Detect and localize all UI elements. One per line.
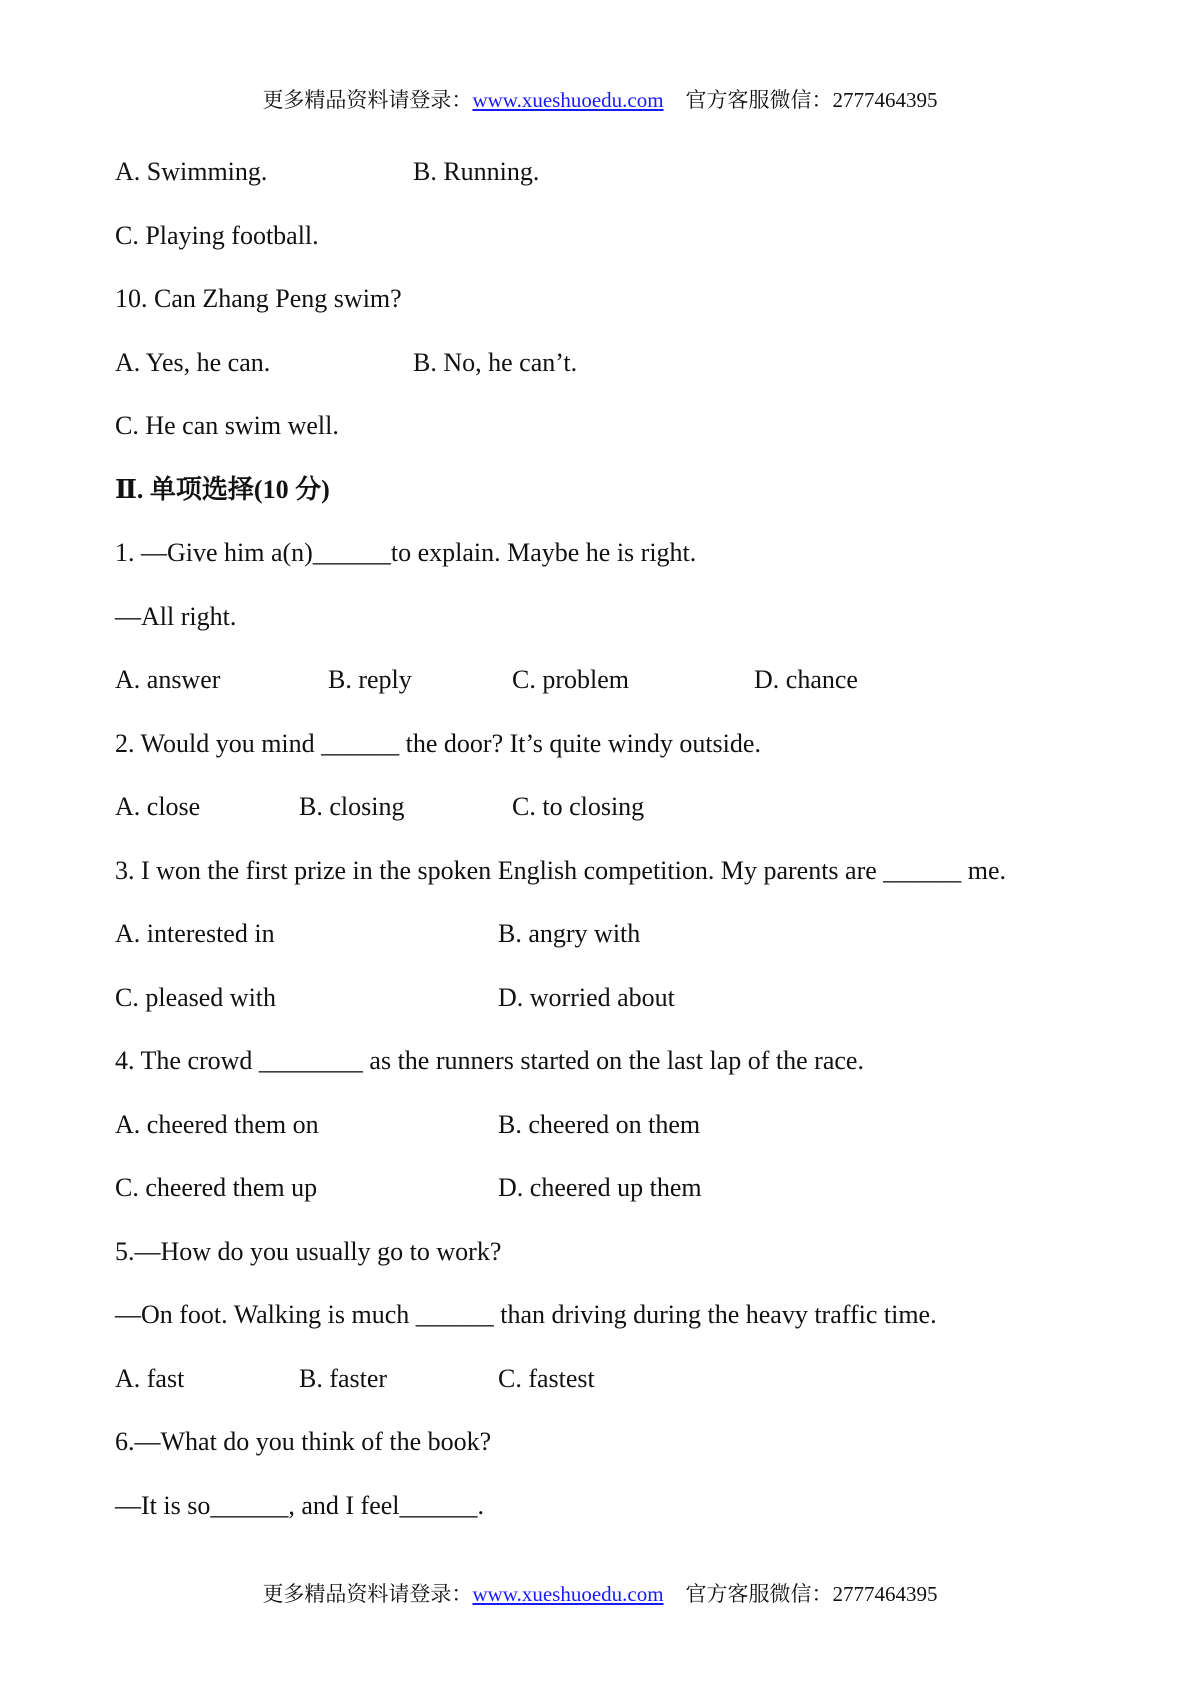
s2-q5-option-c: C. fastest: [498, 1363, 595, 1393]
q10-question: 10. Can Zhang Peng swim?: [115, 284, 402, 313]
q10-option-b: B. No, he can’t.: [413, 347, 578, 377]
s2-q4-option-a: A. cheered them on: [115, 1109, 319, 1139]
s2-q2-option-b: B. closing: [299, 792, 405, 821]
s2-q4-options-row-2: [115, 1171, 1115, 1235]
s2-q2-option-c: C. to closing: [512, 792, 645, 821]
s2-q4-option-b: B. cheered on them: [498, 1109, 701, 1139]
s2-q5-option-b: B. faster: [299, 1363, 388, 1393]
q9-option-a: A. Swimming.: [115, 157, 268, 186]
s2-q2-options: [115, 790, 1115, 854]
s2-q1-options: [115, 663, 1115, 727]
s2-q3-line-1: 3. I won the first prize in the spoken English competition. My parents are ______ me.: [115, 855, 1007, 885]
q9-options-row-2: [115, 219, 1115, 283]
s2-q5-line-1: 5.—How do you usually go to work?: [115, 1236, 502, 1266]
s2-q4-line-1: 4. The crowd ________ as the runners started on the last lap of the race.: [115, 1046, 864, 1075]
q9-options-row-1: [115, 155, 1115, 219]
s2-q1-line-1: 1. —Give him a(n)______to explain. Maybe he is right.: [115, 538, 697, 567]
s2-q3-option-b: B. angry with: [498, 919, 641, 948]
s2-q5-line-2: —On foot. Walking is much ______ than driving during the heavy traffic time.: [115, 1300, 937, 1329]
s2-q1-line-2: —All right.: [115, 601, 237, 631]
banner-url-link[interactable]: www.xueshuoedu.com: [472, 88, 664, 112]
q10-option-c: C. He can swim well.: [115, 411, 339, 440]
s2-q4-option-d: D. cheered up them: [498, 1173, 702, 1202]
s2-q6-line-2: —It is so______, and I feel______.: [115, 1490, 485, 1520]
q10-options-row-2: [115, 409, 1115, 473]
s2-q3-option-c: C. pleased with: [115, 982, 277, 1012]
q9-option-c: C. Playing football.: [115, 220, 319, 250]
s2-q1-option-c: C. problem: [512, 665, 629, 694]
banner-service: 官方客服微信：2777464395: [685, 88, 938, 112]
s2-q6-line-1: 6.—What do you think of the book?: [115, 1427, 492, 1456]
s2-q2-option-a: A. close: [115, 792, 201, 821]
s2-q4-option-c: C. cheered them up: [115, 1173, 318, 1202]
banner-prefix: 更多精品资料请登录：: [262, 1582, 473, 1606]
s2-q4-options-row-1: [115, 1108, 1115, 1172]
q9-option-b: B. Running.: [413, 157, 540, 186]
q10-option-a: A. Yes, he can.: [115, 347, 271, 377]
s2-q1-option-d: D. chance: [754, 665, 858, 694]
section-2-heading: Ⅱ. 单项选择(10 分): [115, 474, 330, 504]
s2-q3-option-d: D. worried about: [498, 982, 675, 1012]
s2-q3-options-row-1: [115, 917, 1115, 981]
banner-service: 官方客服微信：2777464395: [685, 1582, 938, 1606]
s2-q1-option-b: B. reply: [328, 665, 412, 694]
footer-banner: [0, 1580, 1200, 1608]
header-banner: [0, 86, 1200, 114]
s2-q3-options-row-2: [115, 981, 1115, 1045]
s2-q5-option-a: A. fast: [115, 1363, 185, 1393]
s2-q2-line-1: 2. Would you mind ______ the door? It’s quite windy outside.: [115, 728, 761, 758]
banner-prefix: 更多精品资料请登录：: [262, 88, 473, 112]
banner-url-link[interactable]: www.xueshuoedu.com: [472, 1582, 664, 1606]
q10-options-row-1: [115, 346, 1115, 410]
s2-q5-options: [115, 1362, 1115, 1426]
s2-q3-option-a: A. interested in: [115, 919, 275, 948]
page-content: [115, 155, 1115, 1552]
s2-q1-option-a: A. answer: [115, 665, 221, 694]
